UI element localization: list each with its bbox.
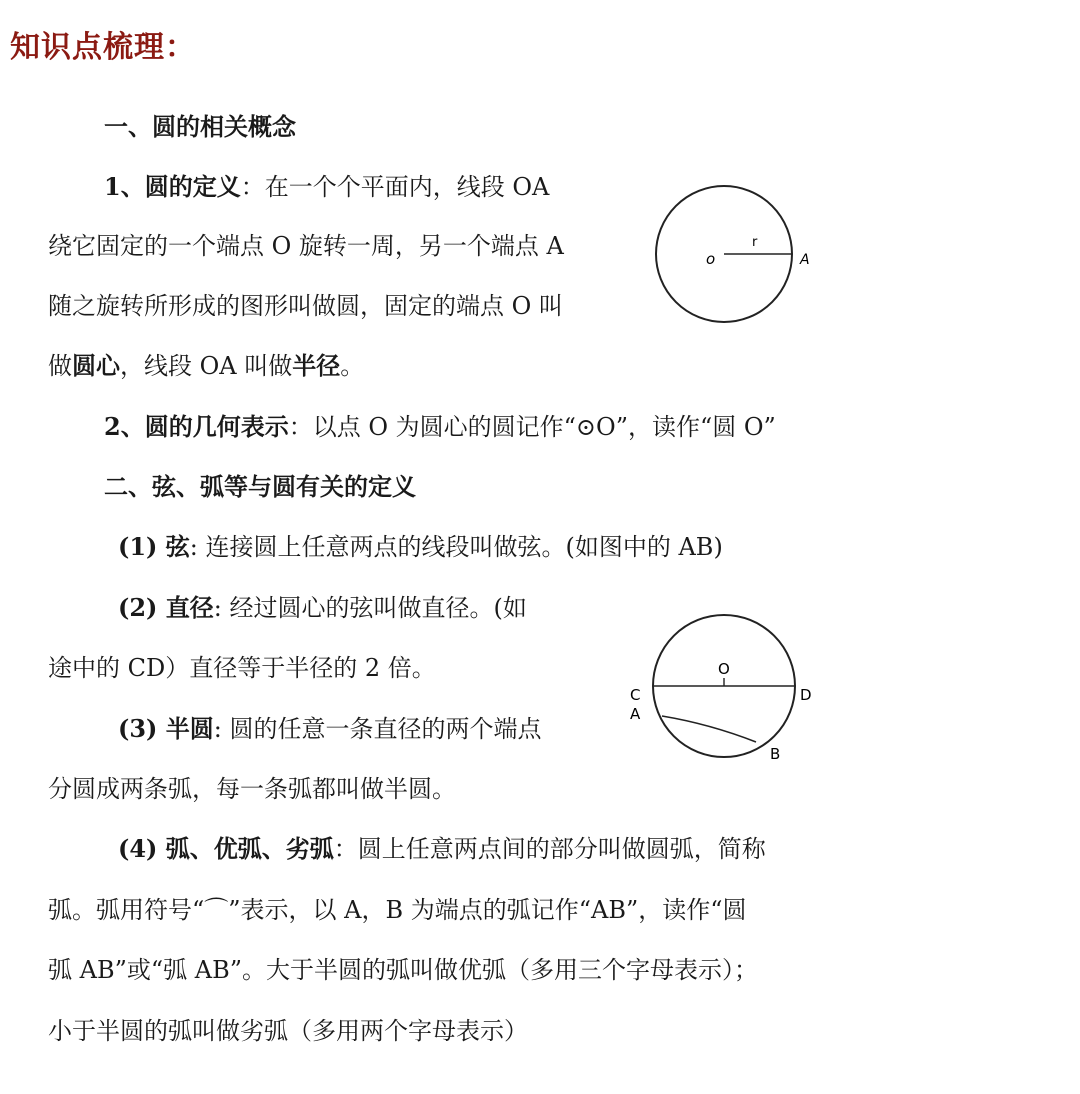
- center-o-label-2: O: [718, 660, 730, 678]
- chord-label: (1) 弦: [118, 532, 190, 561]
- notation-text: ：以点 O 为圆心的圆记作“⊙O”，读作“圆 O”: [288, 413, 776, 441]
- definition-text: ：在一个个平面内，线段 OA: [240, 173, 550, 201]
- arc-line-4: 小于半圆的弧叫做劣弧（多用两个字母表示）: [48, 1017, 528, 1045]
- section-heading-concepts: 一、圆的相关概念: [104, 112, 296, 141]
- definition-line-4: [48, 351, 364, 381]
- semicircle-line-2: 分圆成两条弧，每一条弧都叫做半圆。: [48, 775, 456, 803]
- radius-r-label: r: [752, 235, 758, 250]
- notation-label: 2、圆的几何表示: [104, 412, 289, 441]
- point-a-label: A: [800, 252, 810, 268]
- semicircle-label: (3) 半圆: [118, 714, 214, 743]
- arc-text: ：圆上任意两点间的部分叫做圆弧，简称: [333, 835, 766, 863]
- point-d-label: D: [800, 686, 812, 704]
- notation-line: [104, 412, 776, 442]
- definition-line-1: [104, 172, 549, 202]
- point-b-label: B: [770, 745, 781, 763]
- semicircle-text: : 圆的任意一条直径的两个端点: [213, 715, 542, 743]
- diameter-text: : 经过圆心的弦叫做直径。(如: [213, 594, 527, 622]
- center-o-label: o: [706, 250, 716, 268]
- definition-line-2: 绕它固定的一个端点 O 旋转一周，另一个端点 A: [48, 232, 564, 260]
- definition-line-3: 随之旋转所形成的图形叫做圆，固定的端点 O 叫: [48, 292, 563, 320]
- arc-line-2: 弧。弧用符号“⌒”表示，以 A，B 为端点的弧记作“AB”，读作“圆: [48, 896, 747, 924]
- diameter-label: (2) 直径: [118, 593, 214, 622]
- term-radius: 半径: [292, 351, 341, 380]
- def-text-c: ，线段 OA 叫做: [120, 352, 293, 380]
- arc-line-3: 弧 AB”或“弧 AB”。大于半圆的弧叫做优弧（多用三个字母表示）；: [48, 956, 759, 984]
- def-text-a: 做: [48, 352, 72, 380]
- term-center: 圆心: [72, 351, 120, 380]
- diameter-line-1: [118, 593, 527, 623]
- section-heading-chords-arcs: 二、弦、弧等与圆有关的定义: [104, 472, 416, 501]
- definition-label: 1、圆的定义: [104, 172, 241, 201]
- diameter-line-2: 途中的 CD）直径等于半径的 2 倍。: [48, 654, 436, 682]
- arc-line-1: [118, 834, 766, 864]
- arc-label: (4) 弧、优弧、劣弧: [118, 834, 334, 863]
- circle-radius-figure: [640, 178, 840, 328]
- point-a-label-2: A: [630, 705, 641, 723]
- semicircle-line-1: [118, 714, 541, 744]
- circle-chord-figure: [620, 606, 820, 766]
- chord-text: : 连接圆上任意两点的线段叫做弦。(如图中的 AB): [189, 533, 723, 561]
- def-text-e: 。: [340, 352, 365, 380]
- page-title: 知识点梳理：: [10, 30, 196, 65]
- point-c-label: C: [630, 686, 641, 704]
- chord-line: [118, 532, 723, 562]
